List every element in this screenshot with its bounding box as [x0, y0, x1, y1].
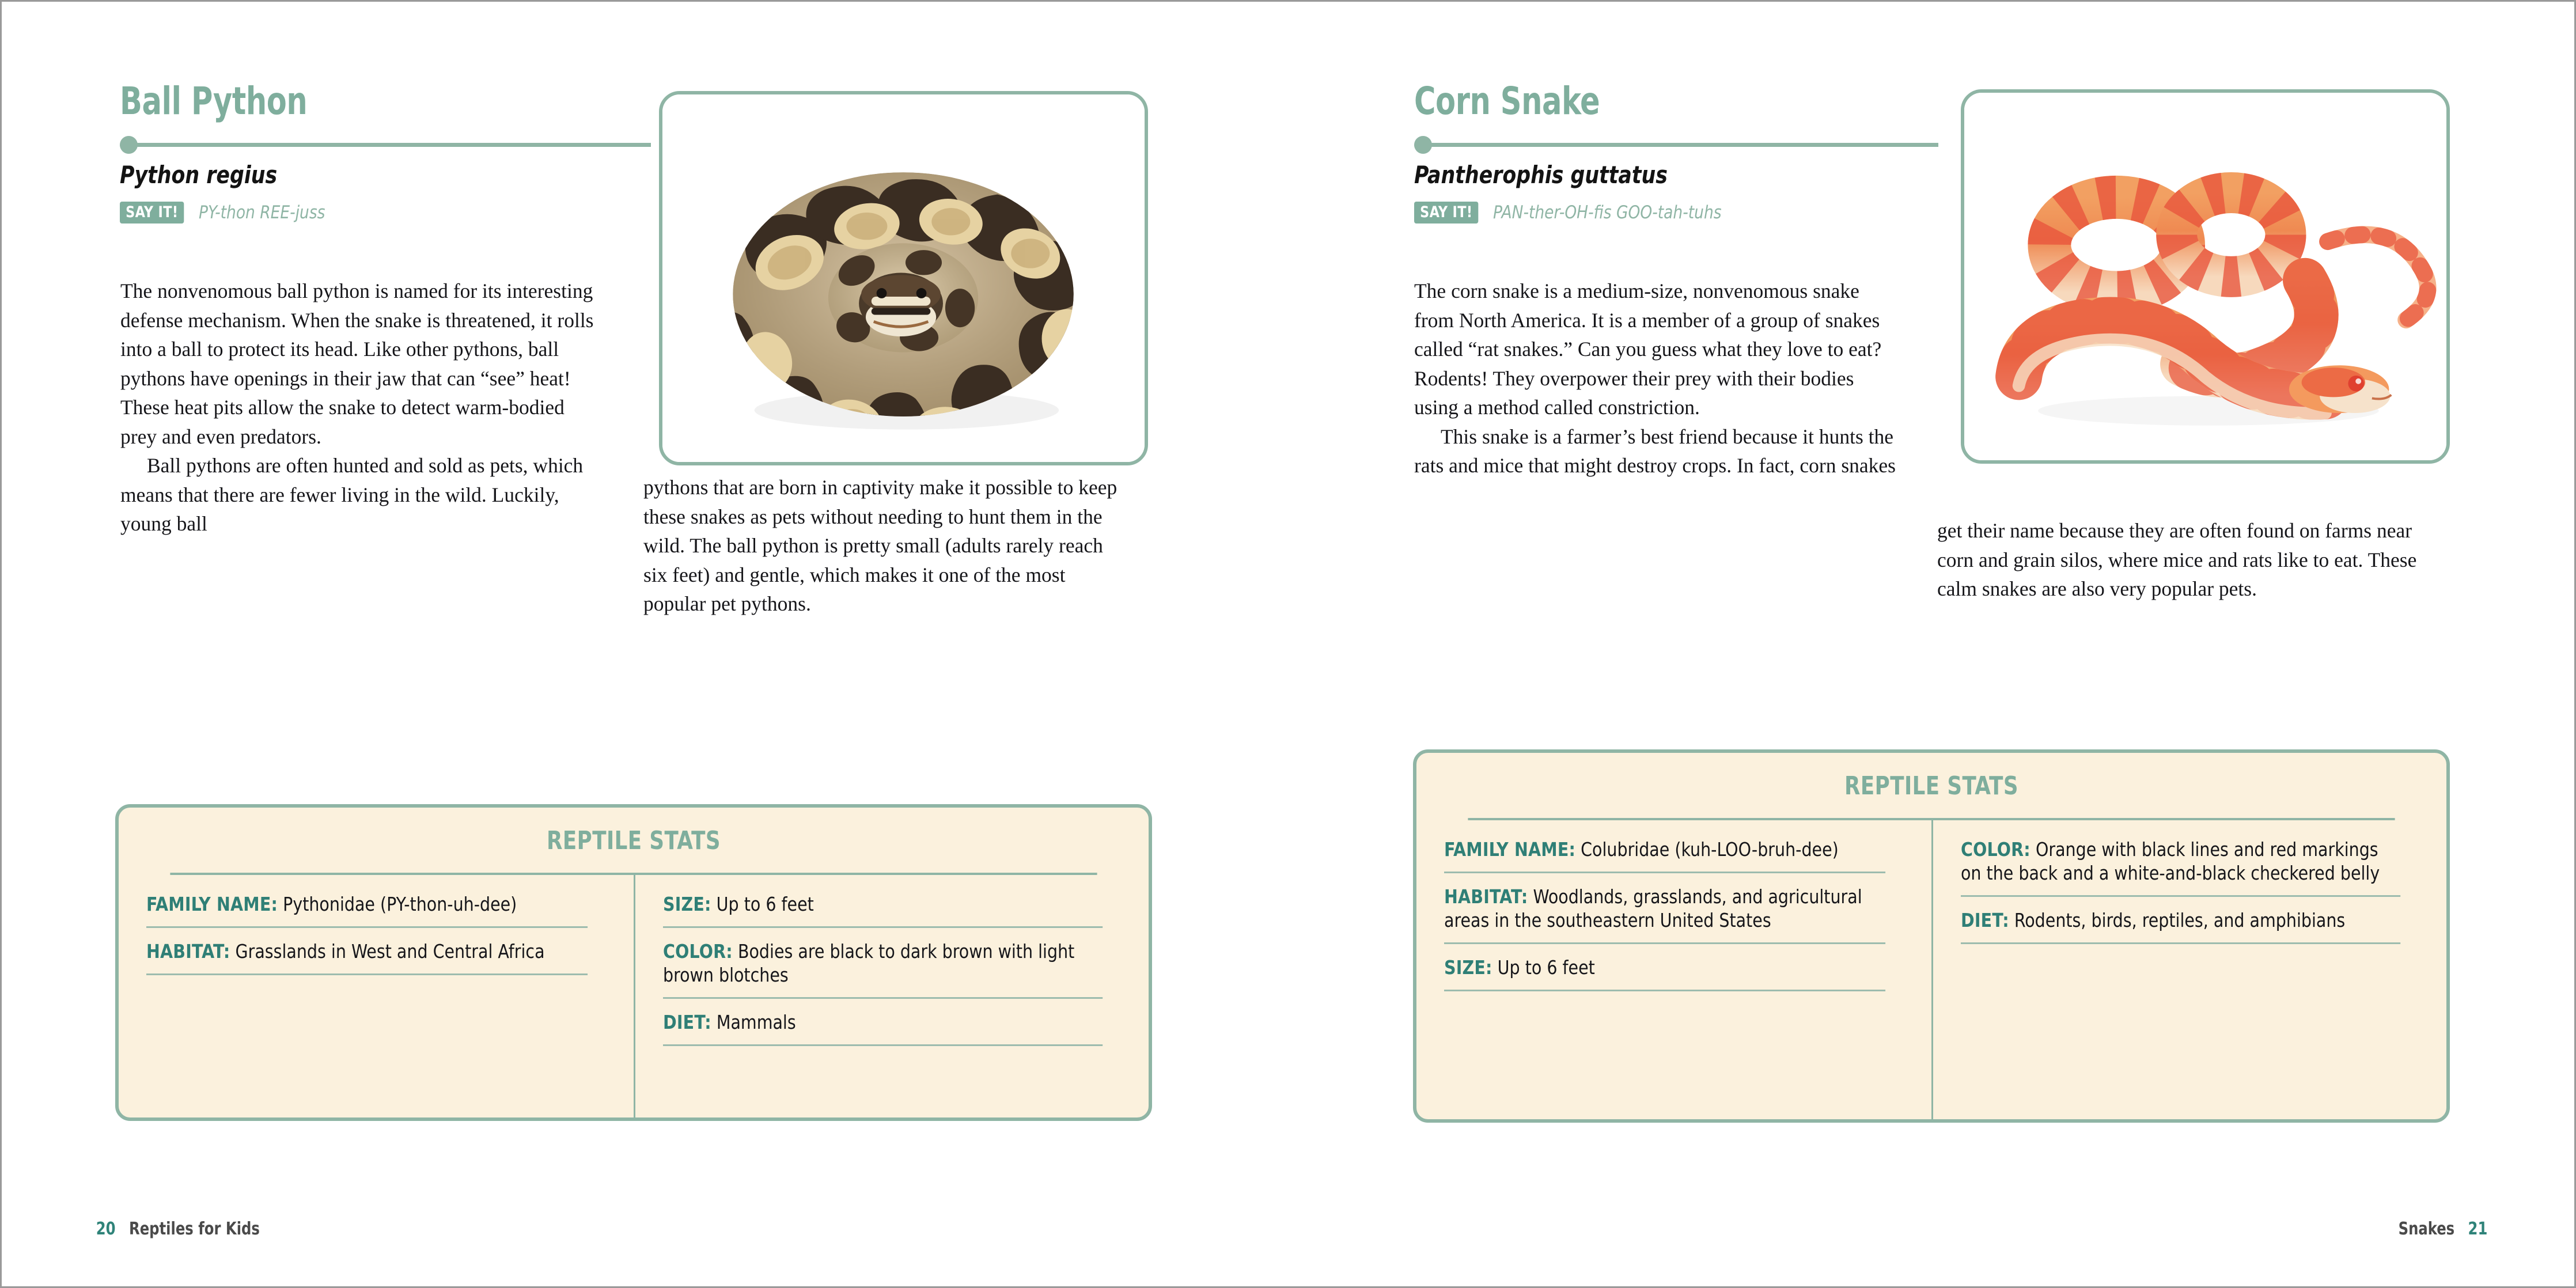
rule-line — [1427, 143, 1938, 147]
stat-row — [1444, 885, 1885, 944]
stat-value: Up to 6 feet — [711, 893, 814, 915]
stat-row — [1444, 956, 1885, 991]
page-title: Corn Snake — [1414, 79, 1600, 123]
reptile-stats-box-right — [1413, 749, 2450, 1123]
stat-row — [146, 940, 588, 975]
scientific-name: Pantherophis guttatus — [1414, 161, 1668, 189]
stat-value: Colubridae (kuh-LOO-bruh-dee) — [1575, 838, 1839, 861]
page-right — [1290, 2, 2576, 1288]
paragraph: The corn snake is a medium-size, nonvenomous snake from North America. It is a member of a group of snakes called “rat snakes.” Can you guess what they love to eat? Rodents! They overpower their prey with their bodies using a method called constriction. — [1414, 279, 1882, 419]
stats-columns — [119, 875, 1149, 1118]
stat-value: Bodies are black to dark brown with light brown blotches — [663, 940, 1075, 986]
stat-label: HABITAT: — [146, 940, 230, 963]
stat-row — [1961, 908, 2400, 944]
page-number: 20 — [96, 1219, 116, 1239]
say-it-badge: SAY IT! — [120, 202, 184, 223]
stat-row — [663, 892, 1103, 928]
stat-value: Up to 6 feet — [1492, 956, 1595, 979]
page-number: 21 — [2468, 1219, 2488, 1239]
paragraph: Ball pythons are often hunted and sold as pets, which means that there are fewer living in the wild. Luckily, young ball — [120, 454, 584, 535]
stat-row — [146, 892, 588, 928]
stat-label: COLOR: — [663, 940, 733, 963]
stat-label: FAMILY NAME: — [1444, 838, 1576, 861]
footer-left — [96, 1219, 260, 1239]
corn-snake-illustration — [1964, 93, 2446, 462]
stat-label: HABITAT: — [1444, 885, 1528, 908]
stat-label: DIET: — [1961, 909, 2009, 931]
pronunciation-text: PY-thon REE-juss — [199, 202, 325, 223]
stats-column-right — [634, 875, 1149, 1118]
body-column-2-left — [643, 473, 1127, 619]
body-column-2-right — [1937, 516, 2421, 604]
snake-head — [859, 273, 943, 336]
stat-value: Rodents, birds, reptiles, and amphibians — [2009, 909, 2346, 931]
pronunciation-text: PAN-ther-OH-fis GOO-tah-tuhs — [1493, 202, 1722, 223]
paragraph: This snake is a farmer’s best friend because it hunts the rats and mice that might destroy crops. In fact, corn snakes — [1414, 425, 1896, 477]
stat-label: FAMILY NAME: — [146, 893, 278, 915]
stat-label: COLOR: — [1961, 838, 2031, 861]
page-left — [2, 2, 1290, 1288]
stat-value: Mammals — [711, 1011, 796, 1033]
stat-value: Grasslands in West and Central Africa — [230, 940, 545, 963]
footer-right — [2399, 1219, 2488, 1239]
say-it-badge: SAY IT! — [1414, 202, 1479, 223]
stat-label: SIZE: — [663, 893, 711, 915]
stats-column-right — [1931, 820, 2446, 1120]
running-head: Reptiles for Kids — [128, 1219, 260, 1239]
stat-row — [663, 1010, 1103, 1046]
corn-snake-photo — [1961, 89, 2450, 464]
body-column-1-right — [1414, 276, 1898, 480]
running-head: Snakes — [2398, 1219, 2455, 1239]
paragraph: get their name because they are often found on farms near corn and grain silos, where mice and rats like to eat. These calm snakes are also very popular pets. — [1937, 519, 2417, 600]
body-column-1-left — [120, 276, 604, 539]
stats-heading: REPTILE STATS — [1468, 753, 2395, 820]
stats-columns — [1416, 820, 2446, 1120]
ball-python-photo — [659, 91, 1148, 465]
ball-python-illustration — [662, 94, 1145, 464]
stat-value: Woodlands, grasslands, and agricultural areas in the southeastern United States — [1444, 885, 1862, 931]
reptile-stats-box-left — [115, 804, 1152, 1121]
stat-value: Pythonidae (PY-thon-uh-dee) — [278, 893, 517, 915]
stat-row — [1444, 838, 1885, 873]
stat-label: DIET: — [663, 1011, 711, 1033]
stat-label: SIZE: — [1444, 956, 1492, 979]
scientific-name: Python regius — [120, 161, 278, 189]
rule-line — [132, 143, 651, 147]
stats-column-left — [1416, 820, 1931, 1120]
stats-heading: REPTILE STATS — [170, 808, 1097, 875]
paragraph: pythons that are born in captivity make it possible to keep these snakes as pets without needing to hunt them in the wild. The ball python is pretty small (adults rarely reach six feet) and gentle, which makes it one of the most popular pet pythons. — [643, 476, 1117, 615]
paragraph: The nonvenomous ball python is named for its interesting defense mechanism. When the snake is threatened, it rolls into a ball to protect its head. Like other pythons, ball pythons have openings in their jaw that can “see” heat! These heat pits allow the snake to detect warm-bodied prey and even predators. — [120, 279, 594, 448]
page-title: Ball Python — [120, 79, 308, 123]
stat-value: Orange with black lines and red markings on the back and a white-and-black checkered belly — [1961, 838, 2380, 884]
stats-column-left — [119, 875, 634, 1118]
stat-row — [663, 940, 1103, 999]
stat-row — [1961, 838, 2400, 897]
